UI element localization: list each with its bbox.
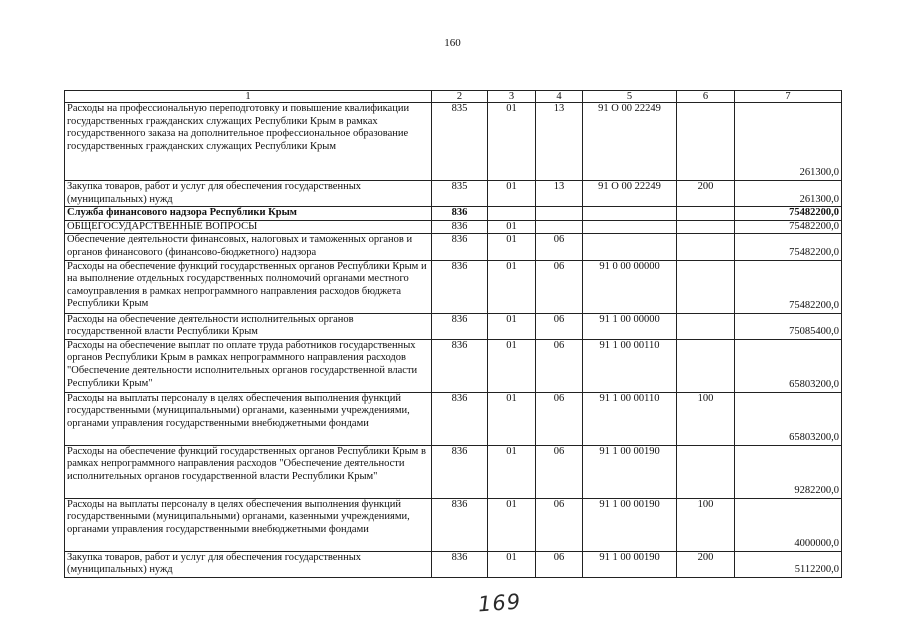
row-section-code: 01 [488, 260, 536, 313]
table-row [65, 339, 842, 392]
row-description: Расходы на обеспечение функций государственных органов Республики Крым и на выполнение отдельных государственных полномочий органами местного самоуправления в рамках непрограммного направления расходов бюджета Республики Крым [65, 260, 432, 313]
row-section-code: 01 [488, 103, 536, 181]
row-target-code [583, 220, 677, 234]
row-ministry-code: 836 [432, 392, 488, 445]
row-amount: 75482200,0 [735, 234, 842, 260]
row-ministry-code: 836 [432, 445, 488, 498]
row-subsection-code: 06 [536, 392, 583, 445]
table-row [65, 445, 842, 498]
row-ministry-code: 836 [432, 313, 488, 339]
row-amount: 75482200,0 [735, 220, 842, 234]
row-description: Служба финансового надзора Республики Крым [65, 207, 432, 221]
row-description: Закупка товаров, работ и услуг для обеспечения государственных (муниципальных) нужд [65, 551, 432, 577]
column-header-5: 5 [583, 91, 677, 103]
row-subsection-code [536, 207, 583, 221]
row-target-code: 91 1 00 00190 [583, 551, 677, 577]
row-description: Расходы на обеспечение деятельности исполнительных органов государственной власти Республики Крым [65, 313, 432, 339]
row-description: Закупка товаров, работ и услуг для обеспечения государственных (муниципальных) нужд [65, 181, 432, 207]
row-subsection-code: 06 [536, 234, 583, 260]
row-target-code: 91 О 00 22249 [583, 103, 677, 181]
row-target-code: 91 1 00 00110 [583, 339, 677, 392]
row-amount: 75482200,0 [735, 207, 842, 221]
row-section-code: 01 [488, 498, 536, 551]
row-amount: 261300,0 [735, 103, 842, 181]
row-expense-type-code [677, 207, 735, 221]
row-ministry-code: 836 [432, 234, 488, 260]
row-expense-type-code [677, 220, 735, 234]
table-row [65, 498, 842, 551]
row-description: ОБЩЕГОСУДАРСТВЕННЫЕ ВОПРОСЫ [65, 220, 432, 234]
row-ministry-code: 835 [432, 103, 488, 181]
row-ministry-code: 836 [432, 498, 488, 551]
row-expense-type-code: 100 [677, 392, 735, 445]
table-row [65, 313, 842, 339]
row-section-code: 01 [488, 234, 536, 260]
row-expense-type-code: 100 [677, 498, 735, 551]
row-amount: 9282200,0 [735, 445, 842, 498]
row-subsection-code: 06 [536, 445, 583, 498]
handwritten-page-number: 169 [477, 589, 522, 617]
column-header-6: 6 [677, 91, 735, 103]
row-amount: 5112200,0 [735, 551, 842, 577]
table-row [65, 181, 842, 207]
row-amount: 261300,0 [735, 181, 842, 207]
row-target-code: 91 1 00 00190 [583, 445, 677, 498]
page-number: 160 [444, 37, 461, 49]
row-amount: 75482200,0 [735, 260, 842, 313]
row-amount: 4000000,0 [735, 498, 842, 551]
row-description: Расходы на обеспечение функций государственных органов Республики Крым в рамках непрограммного направления расходов "Обеспечение деятельности исполнительных органов государственной власти Республики Крым" [65, 445, 432, 498]
table-row [65, 234, 842, 260]
header-row [65, 91, 842, 103]
row-target-code: 91 1 00 00190 [583, 498, 677, 551]
row-subsection-code: 06 [536, 498, 583, 551]
row-section-code: 01 [488, 392, 536, 445]
row-ministry-code: 836 [432, 339, 488, 392]
table-row [65, 103, 842, 181]
row-subsection-code: 13 [536, 103, 583, 181]
row-section-code: 01 [488, 445, 536, 498]
column-header-3: 3 [488, 91, 536, 103]
row-section-code [488, 207, 536, 221]
table-header [65, 91, 842, 103]
column-header-4: 4 [536, 91, 583, 103]
table-row [65, 220, 842, 234]
row-target-code: 91 1 00 00000 [583, 313, 677, 339]
row-subsection-code: 06 [536, 260, 583, 313]
row-expense-type-code: 200 [677, 551, 735, 577]
row-amount: 65803200,0 [735, 339, 842, 392]
row-subsection-code: 06 [536, 313, 583, 339]
row-description: Обеспечение деятельности финансовых, налоговых и таможенных органов и органов финансового (финансово-бюджетного) надзора [65, 234, 432, 260]
row-description: Расходы на выплаты персоналу в целях обеспечения выполнения функций государственными (муниципальными) органами, казенными учреждениями, органами управления государственными внебюджетными фондами [65, 498, 432, 551]
row-description: Расходы на выплаты персоналу в целях обеспечения выполнения функций государственными (муниципальными) органами, казенными учреждениями, органами управления государственными внебюджетными фондами [65, 392, 432, 445]
budget-table [64, 90, 842, 578]
row-ministry-code: 836 [432, 551, 488, 577]
row-subsection-code: 06 [536, 551, 583, 577]
column-header-1: 1 [65, 91, 432, 103]
column-header-7: 7 [735, 91, 842, 103]
row-target-code [583, 207, 677, 221]
row-section-code: 01 [488, 220, 536, 234]
row-amount: 65803200,0 [735, 392, 842, 445]
row-subsection-code: 13 [536, 181, 583, 207]
row-section-code: 01 [488, 313, 536, 339]
row-expense-type-code [677, 260, 735, 313]
row-expense-type-code [677, 339, 735, 392]
row-ministry-code: 836 [432, 220, 488, 234]
column-header-2: 2 [432, 91, 488, 103]
row-target-code: 91 О 00 22249 [583, 181, 677, 207]
table-row [65, 260, 842, 313]
row-section-code: 01 [488, 551, 536, 577]
row-amount: 75085400,0 [735, 313, 842, 339]
row-expense-type-code [677, 234, 735, 260]
table-body [65, 103, 842, 578]
table-row [65, 392, 842, 445]
row-ministry-code: 836 [432, 260, 488, 313]
row-description: Расходы на обеспечение выплат по оплате труда работников государственных органов Республики Крым в рамках непрограммного направления расходов "Обеспечение деятельности исполнительных органов государственной власти Республики Крым" [65, 339, 432, 392]
row-subsection-code: 06 [536, 339, 583, 392]
row-target-code [583, 234, 677, 260]
row-expense-type-code [677, 103, 735, 181]
table-row [65, 551, 842, 577]
row-description: Расходы на профессиональную переподготовку и повышение квалификации государственных гражданских служащих Республики Крым в рамках государственного заказа на дополнительное профессиональное образование государственных гражданских служащих Республики Крым [65, 103, 432, 181]
row-target-code: 91 0 00 00000 [583, 260, 677, 313]
row-expense-type-code [677, 313, 735, 339]
row-expense-type-code [677, 445, 735, 498]
row-section-code: 01 [488, 339, 536, 392]
row-subsection-code [536, 220, 583, 234]
row-target-code: 91 1 00 00110 [583, 392, 677, 445]
row-section-code: 01 [488, 181, 536, 207]
table-row [65, 207, 842, 221]
row-expense-type-code: 200 [677, 181, 735, 207]
row-ministry-code: 836 [432, 207, 488, 221]
row-ministry-code: 835 [432, 181, 488, 207]
